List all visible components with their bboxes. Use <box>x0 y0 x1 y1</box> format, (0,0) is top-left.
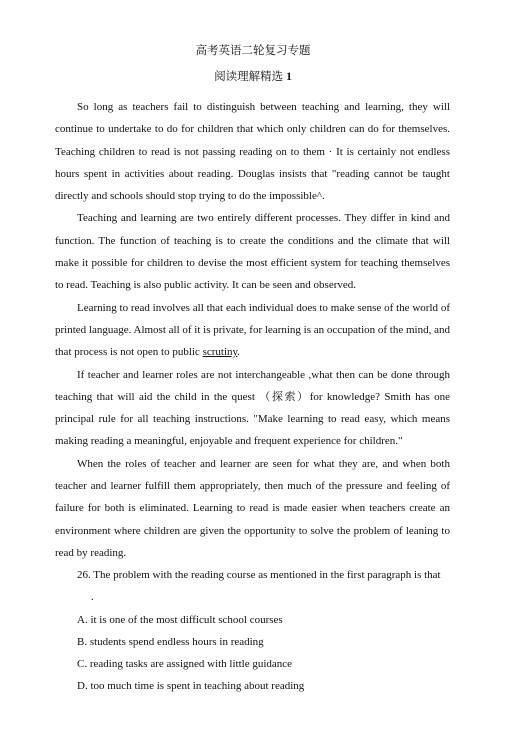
option-b: B. students spend endless hours in reading <box>77 635 264 648</box>
document-title: 高考英语二轮复习专题 <box>195 45 311 57</box>
paragraph-2: Teaching and learning are two entirely different processes. They differ in kind and function. The function of teaching is to create the conditions and the climate that will make it possible for children to devise the most efficient system for teaching themselves to read. Teaching is also public activity. It can be seen and observed. <box>55 212 450 292</box>
paragraph-5: When the roles of teacher and learner are seen for what they are, and when both teacher and learner fulfill them appropriately, then much of the pressure and feeling of failure for both is eliminated. Learning to read is made easier when teachers create an environment where children are given the opportunity to solve the problem of leaning to read by reading. <box>55 457 450 559</box>
option-d: D. too much time is spent in teaching about reading <box>77 680 305 693</box>
question-stem: 26. The problem with the reading course as mentioned in the first paragraph is that <box>77 569 441 581</box>
question-26 <box>55 564 450 698</box>
paragraph-1: So long as teachers fail to distinguish between teaching and learning, they will continue to undertake to do for children that which only children can do for themselves. Teaching children to read is not passing reading on to them · It is certainly not endless hours spent in activities about reading. Douglas insists that "reading cannot be taught directly and schools should stop trying to do the impossible^. <box>55 101 450 203</box>
underlined-word: scrutiny <box>202 346 238 359</box>
paragraph-3-text: Learning to read involves all that each individual does to make sense of the world of printed language. Almost all of it is private, for learning is an occupation of the mind, and that process is not open to public <box>55 301 450 359</box>
option-c: C. reading tasks are assigned with little guidance <box>77 658 293 671</box>
subtitle-number: 1 <box>286 71 292 83</box>
option-a: A. it is one of the most difficult school courses <box>77 613 283 626</box>
paragraph-3-end: . <box>237 346 241 359</box>
paragraph-4: If teacher and learner roles are not interchangeable ,what then can be done through teaching that will aid the child in the quest （探索）for knowledge? Smith has one principal rule for all teaching instructions. "Make learning to read easy, which means making reading a meaningful, enjoyable and frequent experience for children." <box>55 368 450 448</box>
paragraph-3 <box>55 297 450 364</box>
subtitle-prefix: 阅读理解精选 <box>214 71 287 83</box>
passage <box>55 96 450 564</box>
document-subtitle <box>0 70 506 84</box>
question-blank: . <box>91 591 94 604</box>
